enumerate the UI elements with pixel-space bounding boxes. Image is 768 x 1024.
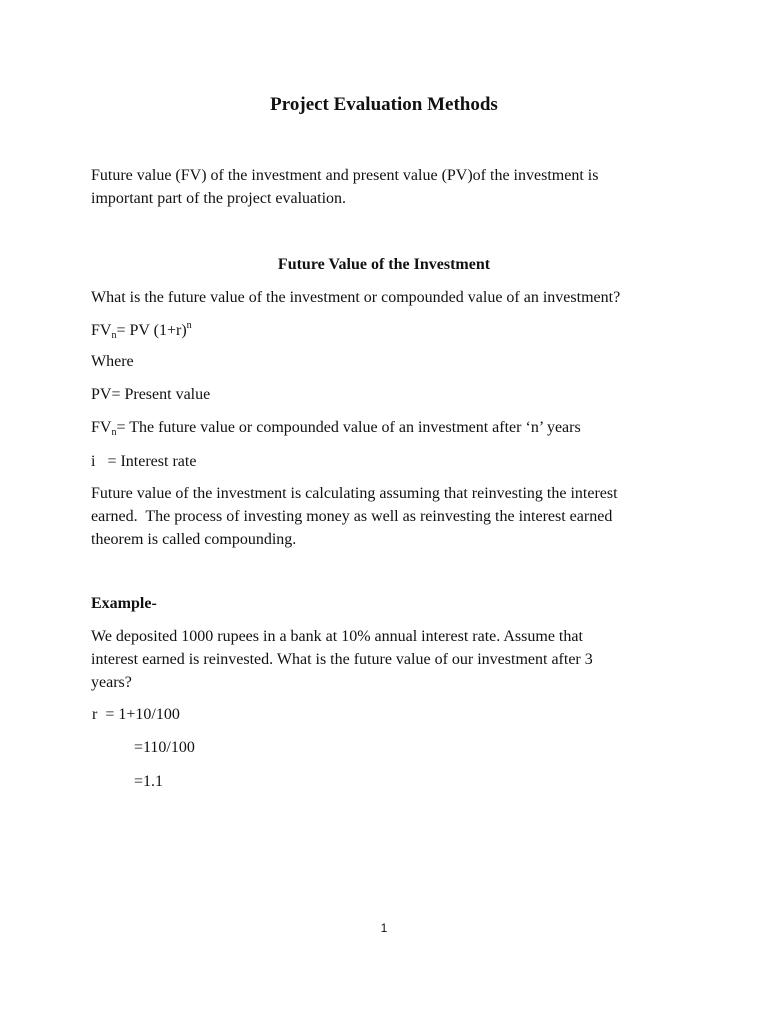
example-heading: Example- <box>91 595 157 612</box>
explanation-line-2: earned. The process of investing money as well as reinvesting the interest earned <box>91 508 613 525</box>
formula-lhs: FV <box>91 322 112 339</box>
question-text: What is the future value of the investment or compounded value of an investment? <box>91 289 621 306</box>
calculation-step-1: r = 1+10/100 <box>88 706 180 723</box>
formula <box>91 319 192 342</box>
formula-rhs: = PV (1+r) <box>116 322 187 339</box>
example-line-2: interest earned is reinvested. What is the future value of our investment after 3 <box>91 651 593 668</box>
intro-line-2: important part of the project evaluation. <box>91 190 347 207</box>
page-title: Project Evaluation Methods <box>270 94 498 115</box>
section-heading: Future Value of the Investment <box>277 256 491 273</box>
definition-i: i = Interest rate <box>91 453 197 470</box>
calculation-step-2: =110/100 <box>134 739 195 756</box>
definition-fvn-subscript: n <box>111 427 117 438</box>
example-line-3: years? <box>91 674 132 691</box>
calculation-step-3: =1.1 <box>134 773 164 790</box>
example-line-1: We deposited 1000 rupees in a bank at 10% annual interest rate. Assume that <box>91 628 583 645</box>
page-number: 1 <box>380 921 388 935</box>
intro-line-1: Future value (FV) of the investment and present value (PV)of the investment is <box>91 167 599 184</box>
definition-fvn-text: = The future value or compounded value of an investment after ‘n’ years <box>116 419 581 436</box>
definition-fvn <box>91 416 581 439</box>
definition-pv: PV= Present value <box>91 386 211 403</box>
where-label: Where <box>91 353 134 370</box>
formula-rhs-superscript: n <box>186 320 192 331</box>
explanation-line-1: Future value of the investment is calculating assuming that reinvesting the interest <box>91 485 618 502</box>
definition-fvn-base: FV <box>91 419 112 436</box>
formula-lhs-subscript: n <box>111 330 117 341</box>
explanation-line-3: theorem is called compounding. <box>91 531 297 548</box>
